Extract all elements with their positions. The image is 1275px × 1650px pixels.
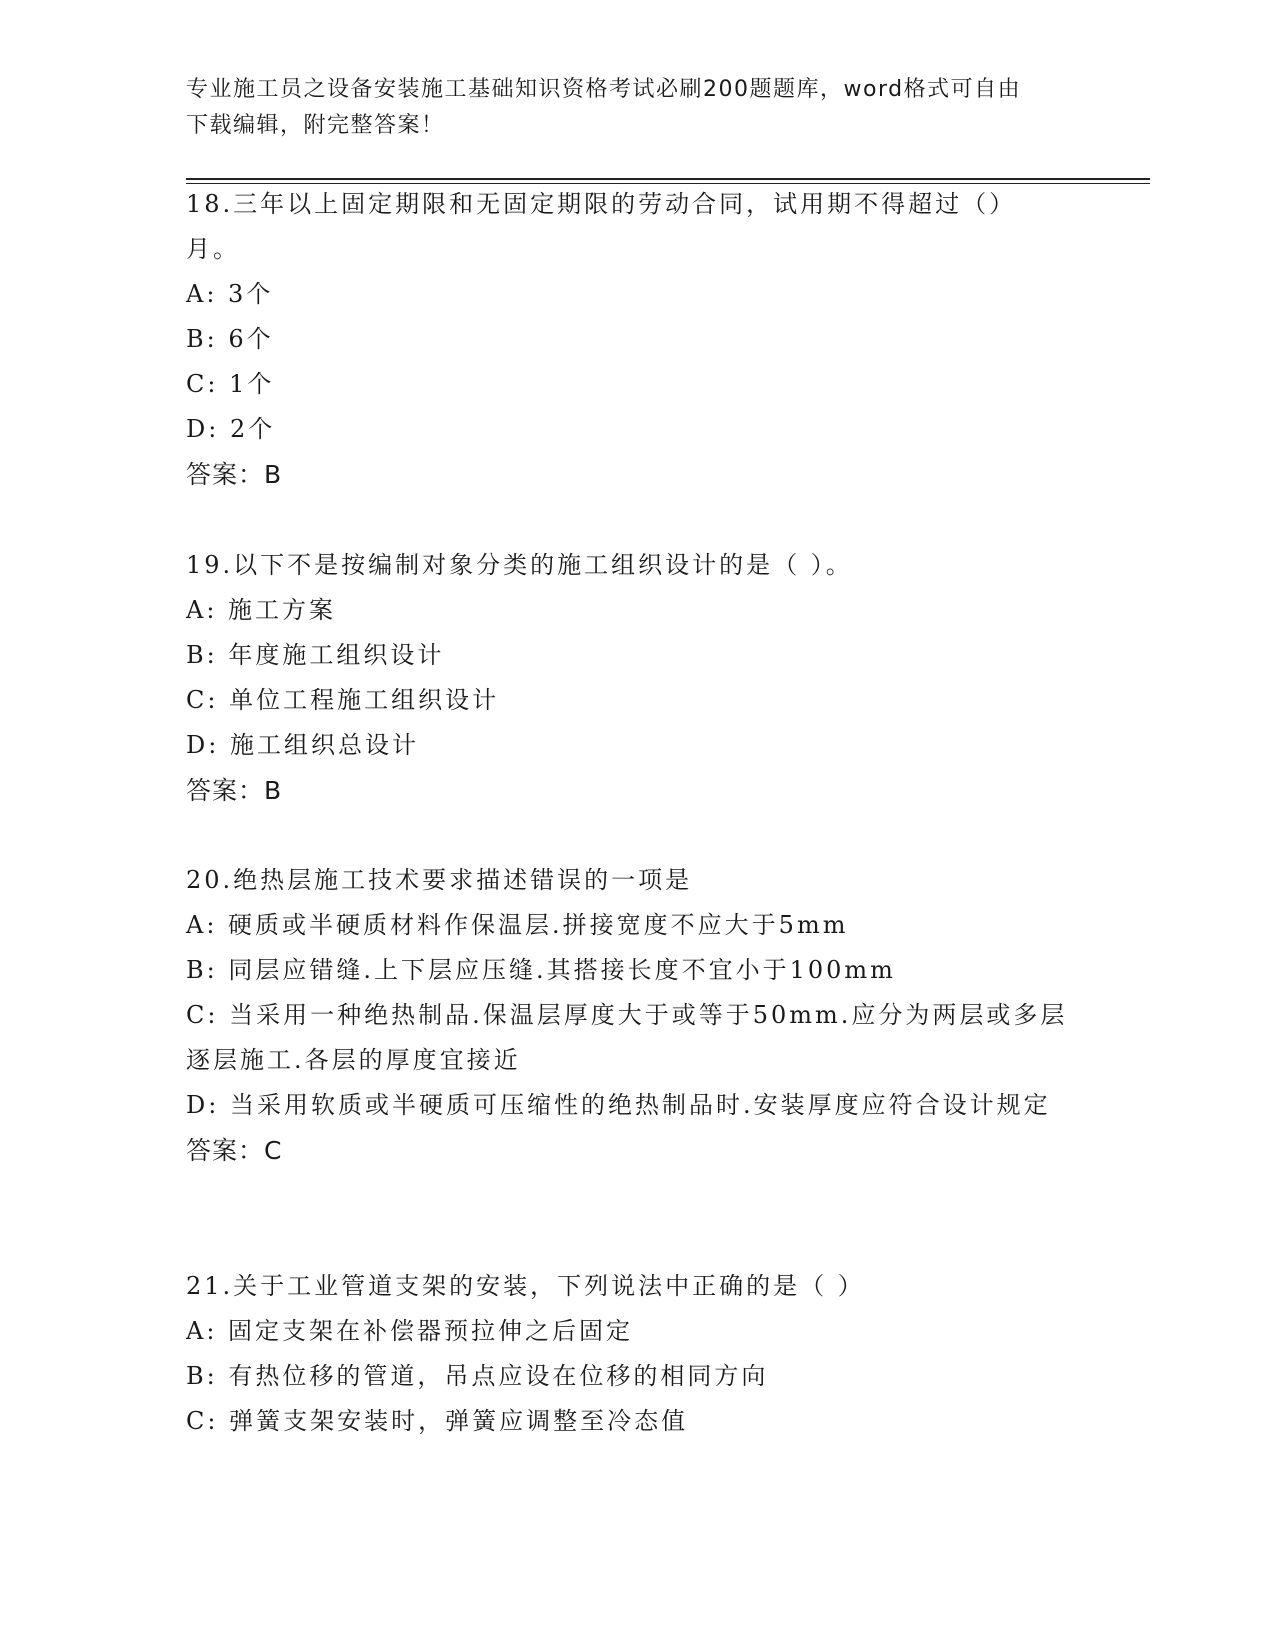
question-stem: 19.以下不是按编制对象分类的施工组织设计的是（ ）。: [186, 551, 853, 579]
option-c: C: 单位工程施工组织设计: [186, 686, 500, 714]
header-line-2: 下载编辑，附完整答案！: [186, 113, 445, 138]
option-a: A: 施工方案: [186, 596, 337, 624]
question-19: [186, 543, 1076, 813]
answer-label: 答案：B: [186, 460, 283, 489]
question-18: [186, 182, 1076, 497]
option-c: C: 当采用一种绝热制品.保温层厚度大于或等于50mm.应分为两层或多层逐层施工.各层的厚度宜接近: [186, 1001, 1068, 1074]
document-header: [186, 72, 1076, 144]
option-a: A: 固定支架在补偿器预拉伸之后固定: [186, 1317, 634, 1345]
option-a: A: 3个: [186, 280, 274, 308]
option-c: C: 弹簧支架安装时，弹簧应调整至冷态值: [186, 1407, 689, 1435]
option-b: B: 6个: [186, 325, 274, 353]
option-b: B: 同层应错缝.上下层应压缝.其搭接长度不宜小于100mm: [186, 956, 896, 984]
option-b: B: 有热位移的管道，吊点应设在位移的相同方向: [186, 1362, 769, 1390]
option-d: D: 当采用软质或半硬质可压缩性的绝热制品时.安装厚度应符合设计规定: [186, 1091, 1051, 1119]
question-stem: 18.三年以上固定期限和无固定期限的劳动合同，试用期不得超过（）月。: [186, 190, 1005, 263]
header-divider-thick: [186, 178, 1150, 180]
option-d: D: 2个: [186, 415, 276, 443]
question-21: [186, 1264, 1076, 1444]
option-d: D: 施工组织总设计: [186, 731, 419, 759]
question-20: [186, 858, 1076, 1173]
question-stem: 20.绝热层施工技术要求描述错误的一项是: [186, 866, 693, 894]
header-line-1: 专业施工员之设备安装施工基础知识资格考试必刷200题题库，word格式可自由: [186, 77, 1022, 102]
option-a: A: 硬质或半硬质材料作保温层.拼接宽度不应大于5mm: [186, 911, 849, 939]
question-stem: 21.关于工业管道支架的安装，下列说法中正确的是（ ）: [186, 1272, 865, 1300]
answer-label: 答案：C: [186, 1136, 283, 1165]
option-c: C: 1个: [186, 370, 275, 398]
answer-label: 答案：B: [186, 776, 283, 805]
option-b: B: 年度施工组织设计: [186, 641, 445, 669]
